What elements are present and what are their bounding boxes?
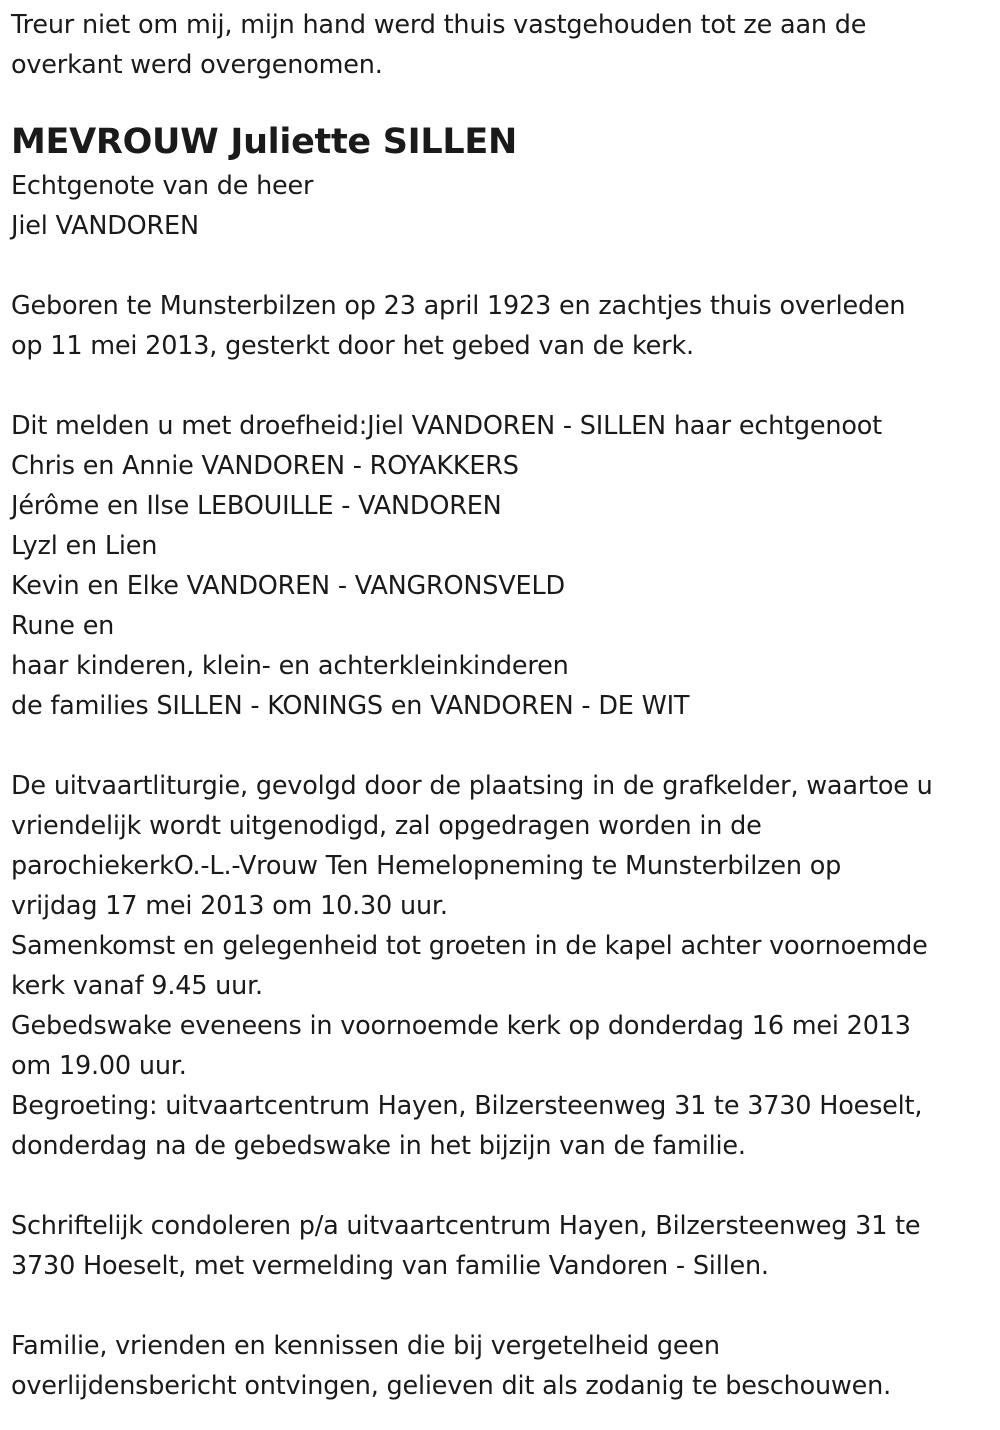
text-line: Samenkomst en gelegenheid tot groeten in de kapel achter voornoemde [11, 931, 928, 961]
text-line: Begroeting: uitvaartcentrum Hayen, Bilzersteenweg 31 te 3730 Hoeselt, [11, 1091, 923, 1121]
obituary-document [11, 5, 991, 1406]
text-line: vriendelijk wordt uitgenodigd, zal opgedragen worden in de [11, 811, 762, 841]
text-line: De uitvaartliturgie, gevolgd door de plaatsing in de grafkelder, waartoe u [11, 771, 933, 801]
paragraph-gap [11, 1286, 991, 1326]
paragraph-gap [11, 366, 991, 406]
family-line: Dit melden u met droefheid:Jiel VANDOREN - SILLEN haar echtgenoot [11, 411, 882, 441]
family-line: Rune en [11, 611, 115, 641]
family-line: Kevin en Elke VANDOREN - VANGRONSVELD [11, 571, 565, 601]
condolences-paragraph [11, 1206, 991, 1286]
funeral-details [11, 766, 991, 1166]
paragraph-gap [11, 1166, 991, 1206]
family-list [11, 406, 991, 726]
text-line: Jiel VANDOREN [11, 211, 199, 241]
family-line: Lyzl en Lien [11, 531, 158, 561]
birth-death-paragraph [11, 286, 991, 366]
family-line: haar kinderen, klein- en achterkleinkinderen [11, 651, 569, 681]
text-line: Echtgenote van de heer [11, 171, 314, 201]
intro-quote [11, 5, 991, 85]
text-line: kerk vanaf 9.45 uur. [11, 971, 263, 1001]
paragraph-gap [11, 726, 991, 766]
text-line: parochiekerkO.-L.-Vrouw Ten Hemelopneming te Munsterbilzen op [11, 851, 842, 881]
text-line: Schriftelijk condoleren p/a uitvaartcentrum Hayen, Bilzersteenweg 31 te [11, 1211, 921, 1241]
closing-paragraph [11, 1326, 991, 1406]
family-line: Chris en Annie VANDOREN - ROYAKKERS [11, 451, 519, 481]
spouse-info [11, 166, 991, 246]
text-line: Geboren te Munsterbilzen op 23 april 1923 en zachtjes thuis overleden [11, 291, 906, 321]
text-line: Gebedswake eveneens in voornoemde kerk op donderdag 16 mei 2013 [11, 1011, 911, 1041]
paragraph-gap [11, 246, 991, 286]
text-line: Treur niet om mij, mijn hand werd thuis vastgehouden tot ze aan de [11, 10, 867, 40]
family-line: Jérôme en Ilse LEBOUILLE - VANDOREN [11, 491, 502, 521]
text-line: overkant werd overgenomen. [11, 50, 383, 80]
text-line: donderdag na de gebedswake in het bijzijn van de familie. [11, 1131, 746, 1161]
text-line: overlijdensbericht ontvingen, gelieven dit als zodanig te beschouwen. [11, 1371, 892, 1401]
text-line: Familie, vrienden en kennissen die bij vergetelheid geen [11, 1331, 720, 1361]
text-line: vrijdag 17 mei 2013 om 10.30 uur. [11, 891, 448, 921]
family-line: de families SILLEN - KONINGS en VANDOREN - DE WIT [11, 691, 690, 721]
page-title: MEVROUW Juliette SILLEN [11, 122, 517, 162]
text-line: op 11 mei 2013, gesterkt door het gebed van de kerk. [11, 331, 694, 361]
text-line: om 19.00 uur. [11, 1051, 187, 1081]
text-line: 3730 Hoeselt, met vermelding van familie Vandoren - Sillen. [11, 1251, 769, 1281]
